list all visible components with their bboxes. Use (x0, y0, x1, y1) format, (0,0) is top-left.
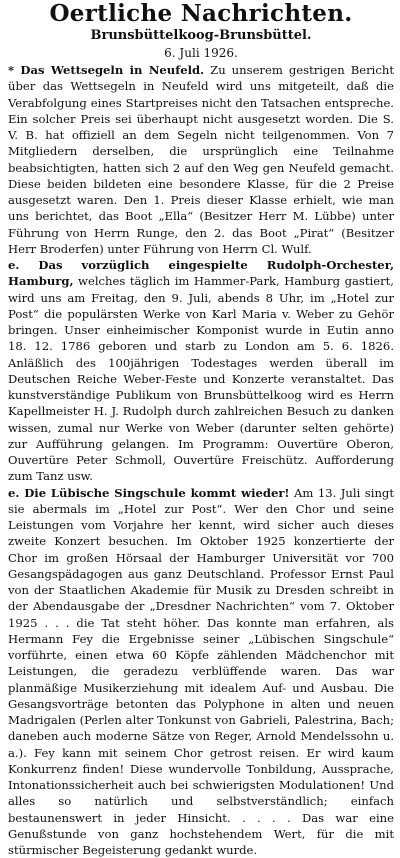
article-body: Zu unserem gestrigen Bericht über das Wettsegeln in Neufeld wird uns mitgeteilt, daß die Verabfolgung eines Startpreises nicht den Tatsachen entspreche. Ein solcher Preis sei überhaupt nicht ausgesetzt worden. Die S. V. B. hat offiziell an dem Segeln nicht teilgenommen. Von 7 Mitgliedern derselben, die ursprünglich eine Teilnahme beabsichtigten, hatten sich 2 auf den Weg gen Neufeld gemacht. Diese beiden bildeten eine besondere Klasse, für die 2 Preise ausgesetzt waren. Den 1. Preis dieser Klasse erhielt, wie man uns berichtet, das Boot „Ella“ (Besitzer Herr M. Lübbe) unter Führung von Herrn Runge, den 2. das Boot „Pirat“ (Besitzer Herr Broderfen) unter Führung von Herrn Cl. Wulf. (8, 63, 394, 256)
article-singschule (8, 485, 394, 858)
article-body: welches täglich im Hammer-Park, Hamburg gastiert, wird uns am Freitag, den 9. Juli, abends 8 Uhr, im „Hotel zur Post“ die populärsten Werke von Karl Maria v. Weber zu Gehör bringen. Unser einheimischer Komponist wurde in Eutin anno 18. 12. 1786 geboren und starb zu London am 5. 6. 1826. Anläßlich des 100jährigen Todestages werden überall im Deutschen Reiche Weber-Feste und Konzerte veranstaltet. Das kunstverständige Publikum von Brunsbüttelkoog wird es Herrn Kapellmeister H. J. Rudolph durch zahlreichen Besuch zu danken wissen, zumal nur Werke von Weber (darunter selten gehörte) zur Aufführung gelangen. Im Programm: Ouvertüre Oberon, Ouvertüre Peter Schmoll, Ouvertüre Freischütz. Aufforderung zum Tanz usw. (8, 274, 394, 483)
article-body: Am 13. Juli singt sie abermals im „Hotel zur Post“. Wer den Chor und seine Leistungen vom Vorjahre her kennt, wird sicher auch dieses zweite Konzert besuchen. Im Oktober 1925 konzertierte der Chor im großen Hörsaal der Hamburger Universität vor 700 Gesangspädagogen aus ganz Deutschland. Professor Ernst Paul von der Staatlichen Akademie für Musik zu Dresden schreibt in der Abendausgabe der „Dresdner Nachrichten“ vom 7. Oktober 1925 . . . die Tat steht höher. Das konnte man erfahren, als Hermann Fey die Ergebnisse seiner „Lübischen Singschule“ vorführte, einen etwa 60 Köpfe zählenden Mädchenchor mit Leistungen, die geradezu verblüffende waren. Das war planmäßige Musikerziehung mit idealem Auf- und Ausbau. Die Gesangsvorträge betonten das Polyphone in alten und neuen Madrigalen (Perlen alter Tonkunst von Gabrieli, Palestrina, Bach; daneben auch moderne Sätze von Reger, Arnold Mendelssohn u. a.). Fey kann mit seinem Chor getrost reisen. Er wird kaum Konkurrenz finden! Diese wundervolle Tonbildung, Aussprache, Intonationssicherheit auch bei schwierigsten Modulationen! Und alles so natürlich und selbstverständlich; einfach bestaunenswert in jeder Hinsicht. . . . . Das war eine Genußstunde von ganz hochstehendem Wert, für die mit stürmischer Begeisterung gedankt wurde. (8, 486, 394, 858)
article-wettsegeln (8, 62, 394, 257)
article-headline: e. Die Lübische Singschule kommt wieder! (8, 486, 290, 500)
article-headline: * Das Wettsegeln in Neufeld. (8, 63, 204, 77)
article-headline: e. Das vorzüglich eingespielte Rudolph-Orchester, Hamburg, (8, 258, 394, 288)
article-orchester (8, 257, 394, 485)
section-title: Oertliche Nachrichten. (8, 1, 394, 27)
section-subtitle: Brunsbüttelkoog-Brunsbüttel. (8, 27, 394, 44)
issue-date: 6. Juli 1926. (8, 44, 394, 62)
masthead (8, 1, 394, 62)
